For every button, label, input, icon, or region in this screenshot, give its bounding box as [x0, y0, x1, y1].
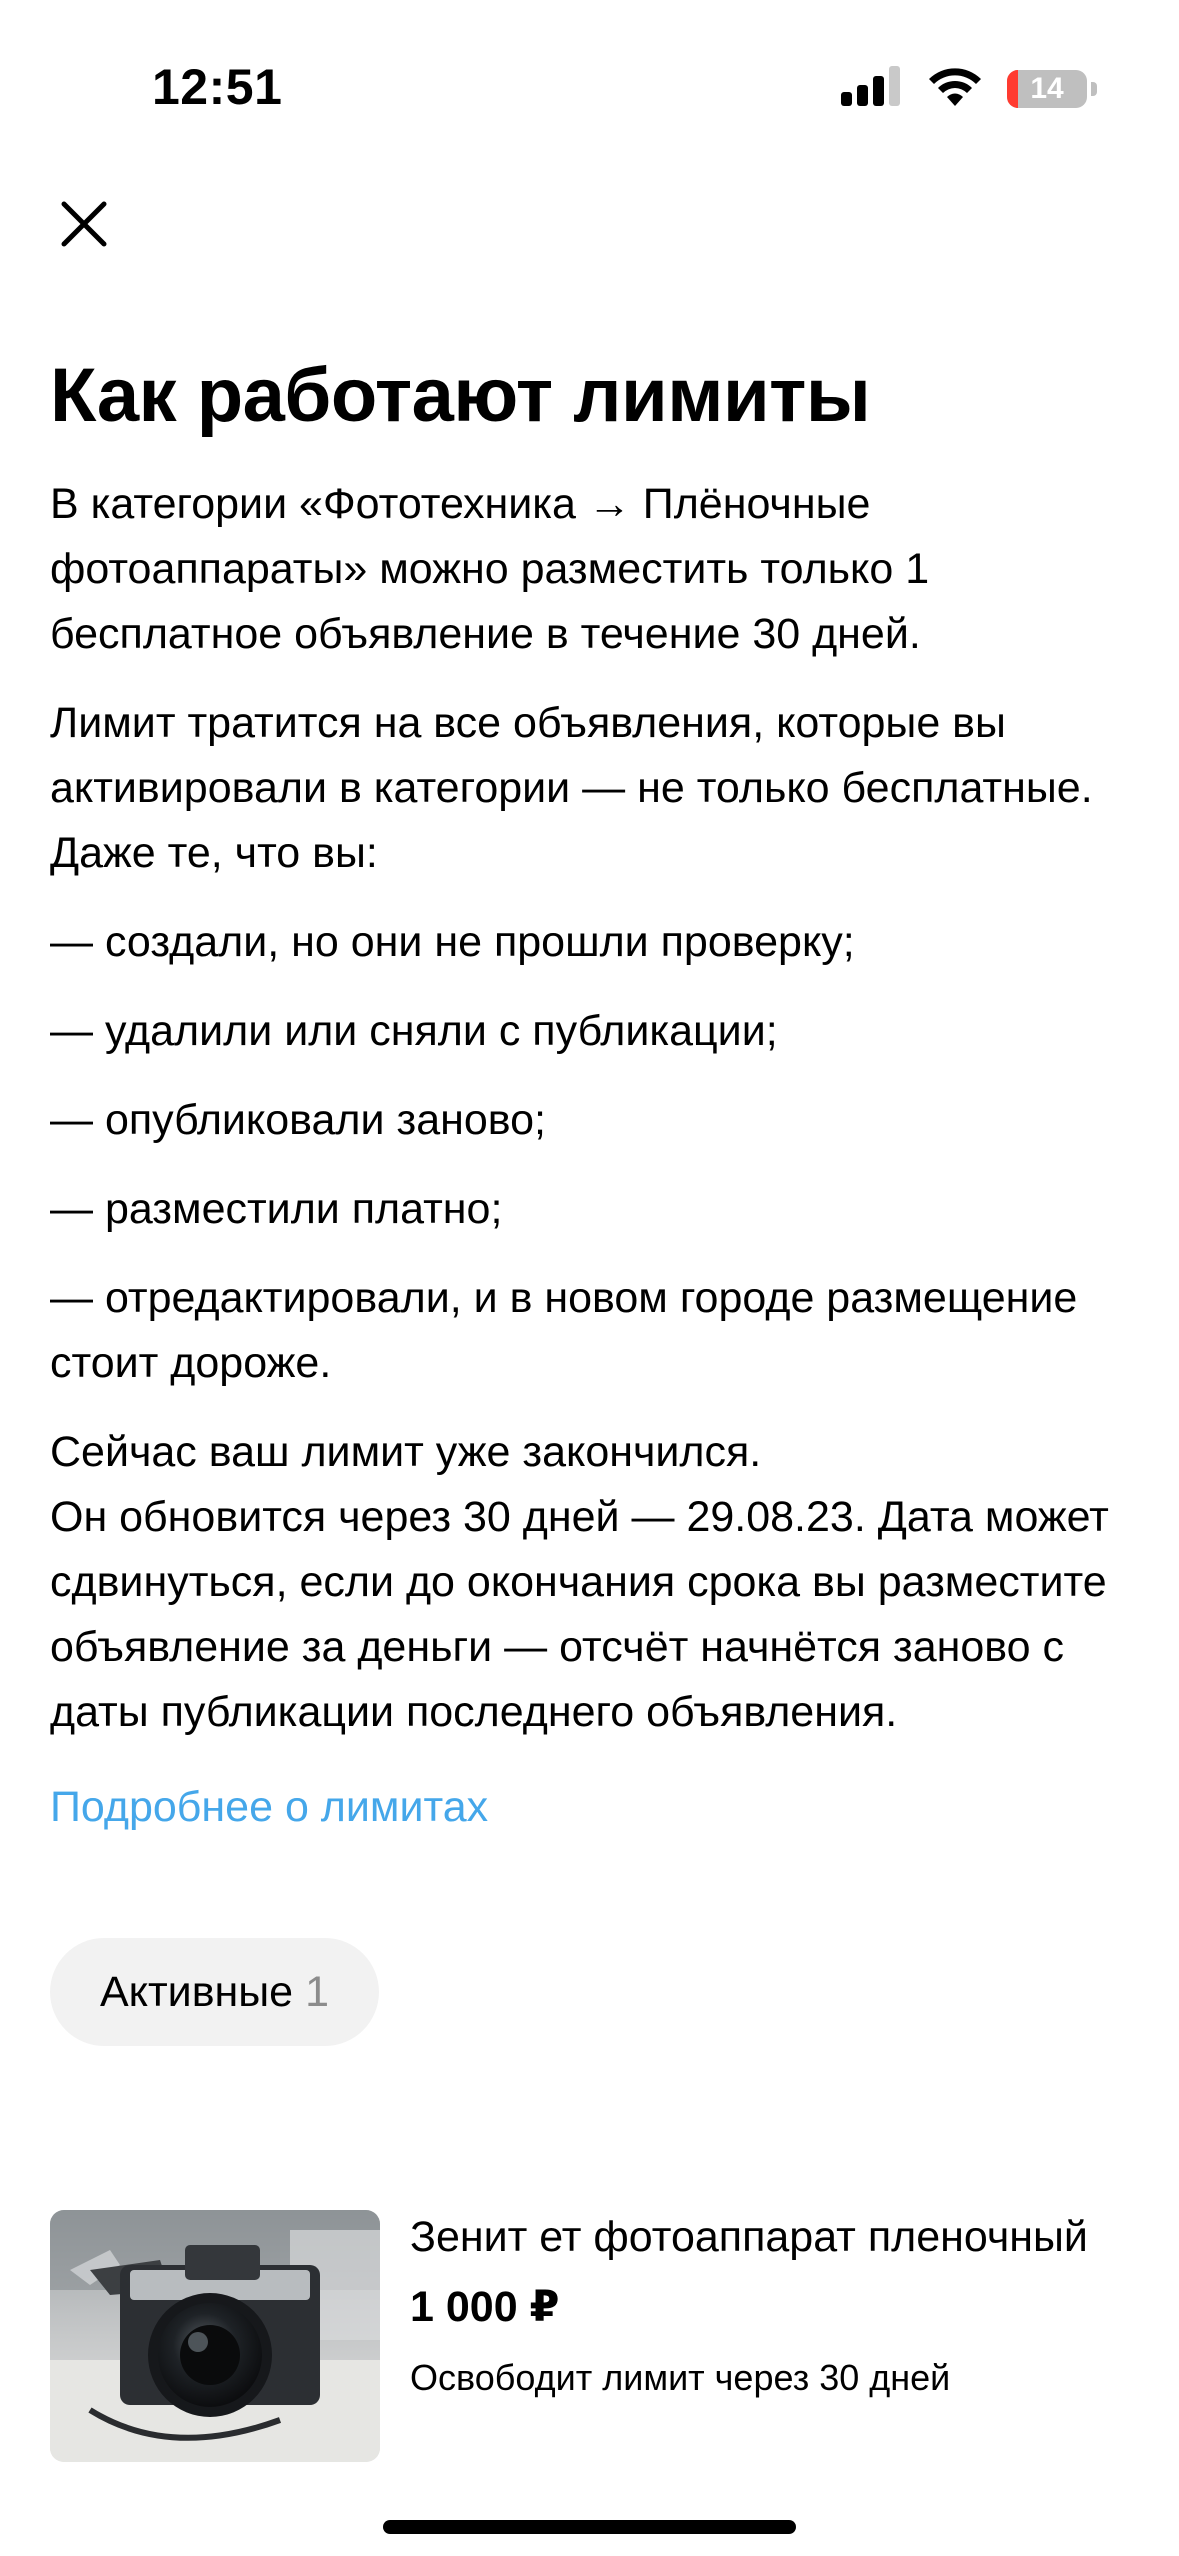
camera-photo	[50, 2210, 380, 2462]
category-limit-text: В категории «Фототехника → Плёночные фотоаппараты» можно разместить только 1 бесплатное объявление в течение 30 дней.	[50, 480, 930, 658]
wifi-icon	[927, 66, 983, 111]
limit-ended-text: Сейчас ваш лимит уже закончился.	[50, 1428, 762, 1476]
list-item: — разместили платно;	[50, 1185, 503, 1233]
limit-usage-text: Лимит тратится на все объявления, которые вы активировали в категории — не только бесплатные. Даже те, что вы:	[50, 699, 1093, 877]
battery-cap	[1091, 82, 1097, 96]
more-about-limits-link[interactable]: Подробнее о лимитах	[50, 1783, 489, 1831]
close-icon	[58, 198, 110, 250]
battery-percentage: 14	[1030, 71, 1064, 105]
battery-icon	[1007, 70, 1087, 108]
listing-photo	[50, 2210, 380, 2462]
content	[50, 350, 1140, 2046]
status-icons	[841, 66, 1097, 111]
listing-limit-note: Освободит лимит через 30 дней	[410, 2357, 951, 2398]
cellular-signal-icon	[841, 66, 903, 111]
status-time: 12:51	[152, 59, 283, 115]
listing-price: 1 000 ₽	[410, 2283, 560, 2331]
list-item: — опубликовали заново;	[50, 1096, 546, 1144]
home-indicator[interactable]	[383, 2520, 796, 2534]
tab-active-label: Активные	[100, 1967, 294, 2016]
close-button[interactable]	[52, 192, 116, 256]
tab-active-count: 1	[305, 1967, 330, 2016]
list-item: — отредактировали, и в новом городе размещение стоит дороже.	[50, 1274, 1078, 1387]
listing-info	[410, 2210, 1088, 2462]
listing-card[interactable]	[50, 2210, 1140, 2462]
limit-renewal-text: Он обновится через 30 дней — 29.08.23. Дата может сдвинуться, если до окончания срока вы разместите объявление за деньги — отсчёт начнётся заново с даты публикации последнего объявления.	[50, 1493, 1109, 1736]
listing-title: Зенит ет фотоаппарат пленочный	[410, 2213, 1088, 2261]
limit-status-text	[50, 1420, 1140, 1745]
list-item: — удалили или сняли с публикации;	[50, 1007, 778, 1055]
list-item: — создали, но они не прошли проверку;	[50, 918, 855, 966]
page-title: Как работают лимиты	[50, 353, 871, 438]
tab-active[interactable]	[50, 1938, 379, 2046]
